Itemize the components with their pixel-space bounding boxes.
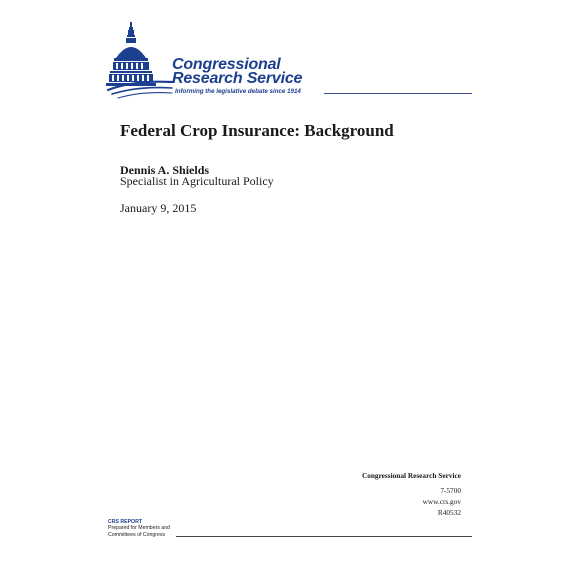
footer-divider [176,536,472,537]
crs-report-number: R40532 [437,508,461,517]
org-tagline: Informing the legislative debate since 1914 [175,88,301,95]
org-name-line1: Congressional [172,56,281,73]
crs-report-label-block [108,519,170,538]
report-label: CRS REPORT [108,519,143,525]
author-title: Specialist in Agricultural Policy [120,174,274,188]
author-name: Dennis A. Shields [120,163,210,177]
header-divider [324,93,472,94]
crs-phone: 7-5700 [440,486,461,495]
org-logo-wordmark [172,58,302,86]
report-prepared-line1: Prepared for Members and [108,525,170,532]
crs-organization: Congressional Research Service [361,471,461,480]
document-date: January 9, 2015 [120,201,197,215]
org-name-line2: Research Service [172,70,303,87]
report-prepared-line2: Committees of Congress [108,531,166,538]
document-title: Federal Crop Insurance: Background [120,121,394,140]
crs-website: www.crs.gov [422,497,461,506]
capitol-dome-icon [104,20,174,100]
crs-info-block [362,470,461,518]
